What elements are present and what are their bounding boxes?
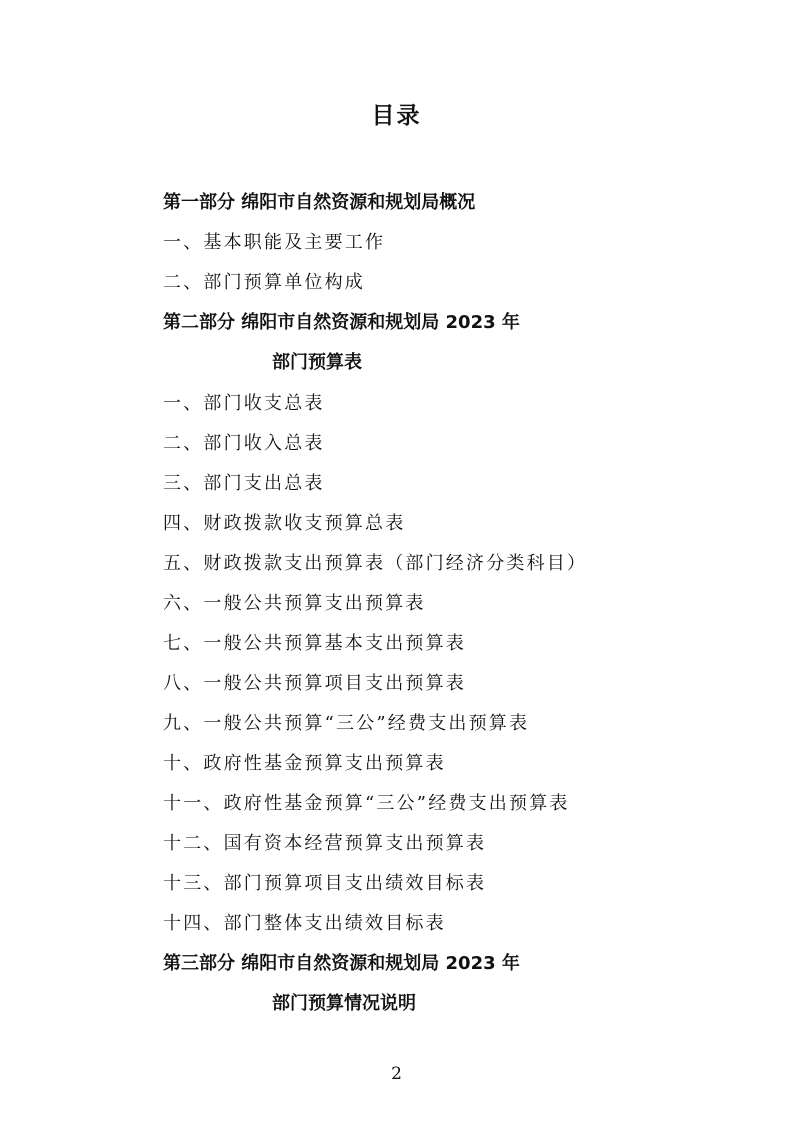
toc-entry: 十一、政府性基金预算“三公”经费支出预算表 <box>163 793 570 814</box>
toc-entry: 四、财政拨款收支预算总表 <box>163 513 406 534</box>
toc-entry: 十四、部门整体支出绩效目标表 <box>163 913 446 934</box>
toc-entry: 七、一般公共预算基本支出预算表 <box>163 633 466 654</box>
toc-entry: 十、政府性基金预算支出预算表 <box>163 753 446 774</box>
toc-entry: 八、一般公共预算项目支出预算表 <box>163 673 466 694</box>
toc-entry: 一、基本职能及主要工作 <box>163 232 386 253</box>
toc-entry: 六、一般公共预算支出预算表 <box>163 593 426 614</box>
toc-entry-part-1: 第一部分 绵阳市自然资源和规划局概况 <box>163 192 476 213</box>
toc-entry: 十三、部门预算项目支出绩效目标表 <box>163 873 487 894</box>
toc-title: 目录 <box>371 102 422 129</box>
toc-entry-part-3-continued: 部门预算情况说明 <box>272 993 416 1014</box>
toc-entry-part-2-continued: 部门预算表 <box>272 352 362 373</box>
toc-entry: 三、部门支出总表 <box>163 473 325 494</box>
toc-entry-part-2: 第二部分 绵阳市自然资源和规划局 2023 年 <box>163 312 520 333</box>
toc-entry: 五、财政拨款支出预算表（部门经济分类科目） <box>163 553 588 574</box>
page-number: 2 <box>391 1064 402 1084</box>
toc-entry: 十二、国有资本经营预算支出预算表 <box>163 833 487 854</box>
toc-entry: 一、部门收支总表 <box>163 393 325 414</box>
toc-entry: 二、部门收入总表 <box>163 433 325 454</box>
toc-entry: 二、部门预算单位构成 <box>163 272 365 293</box>
toc-entry: 九、一般公共预算“三公”经费支出预算表 <box>163 713 530 734</box>
toc-entry-part-3: 第三部分 绵阳市自然资源和规划局 2023 年 <box>163 953 520 974</box>
